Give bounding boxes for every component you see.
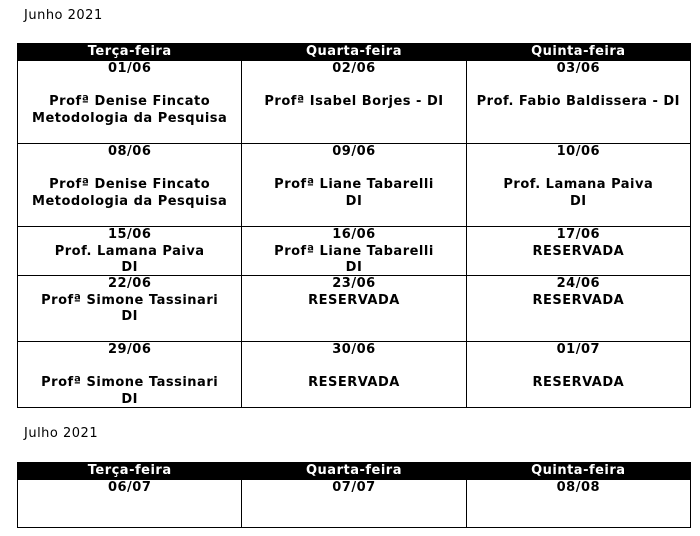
schedule-cell — [466, 276, 690, 342]
cell-date: 01/06 — [107, 61, 152, 76]
table-header-row — [18, 44, 691, 61]
cell-line — [18, 161, 241, 178]
cell-line: DI — [121, 309, 138, 324]
cell-line: Profª Denise Fincato — [49, 94, 211, 109]
schedule-cell — [466, 480, 690, 528]
cell-date: 08/06 — [107, 144, 152, 159]
column-header-tuesday: Terça-feira — [18, 44, 242, 61]
table-row — [18, 342, 691, 408]
cell-line — [242, 78, 465, 95]
cell-line — [467, 359, 690, 376]
cell-line: Profª Denise Fincato — [49, 177, 211, 192]
cell-line: Profª Liane Tabarelli — [274, 243, 434, 259]
schedule-cell — [242, 144, 466, 227]
schedule-table-june — [17, 43, 691, 408]
schedule-cell — [18, 227, 242, 276]
cell-line: Profª Simone Tassinari — [41, 292, 219, 308]
table-row — [18, 144, 691, 227]
cell-date: 07/07 — [332, 480, 376, 495]
cell-line: Profª Simone Tassinari — [41, 375, 219, 390]
schedule-cell — [466, 342, 690, 408]
cell-line: DI — [345, 193, 363, 209]
column-header-thursday: Quinta-feira — [466, 463, 690, 480]
cell-line: Metodologia da Pesquisa — [32, 110, 228, 126]
schedule-cell — [242, 342, 466, 408]
cell-line — [18, 359, 241, 376]
schedule-cell — [242, 227, 466, 276]
cell-line: Prof. Lamana Paiva — [503, 177, 654, 192]
cell-line — [467, 161, 690, 178]
table-row — [18, 227, 691, 276]
table-row — [18, 276, 691, 342]
schedule-cell — [242, 276, 466, 342]
cell-line — [242, 161, 465, 178]
cell-date: 22/06 — [107, 276, 152, 291]
schedule-cell — [18, 480, 242, 528]
table-header-row — [18, 463, 691, 480]
cell-line: Prof. Lamana Paiva — [54, 243, 205, 259]
cell-line: RESERVADA — [308, 375, 400, 390]
cell-date: 15/06 — [107, 227, 152, 242]
cell-date: 24/06 — [556, 276, 601, 291]
cell-line: Profª Isabel Borjes - DI — [264, 94, 444, 109]
cell-line: DI — [121, 391, 138, 407]
cell-line: RESERVADA — [532, 243, 625, 259]
schedule-table-july — [17, 462, 691, 528]
table-row — [18, 61, 691, 144]
cell-date: 10/06 — [556, 144, 601, 159]
column-header-tuesday: Terça-feira — [18, 463, 242, 480]
cell-date: 01/07 — [556, 342, 601, 357]
cell-line: RESERVADA — [308, 292, 400, 308]
cell-line — [18, 78, 241, 95]
month-title-july: Julho 2021 — [24, 426, 99, 441]
cell-date: 16/06 — [332, 227, 376, 242]
cell-date: 30/06 — [332, 342, 376, 357]
month-title-june: Junho 2021 — [24, 8, 103, 23]
cell-line: RESERVADA — [532, 292, 625, 308]
cell-date: 09/06 — [332, 144, 376, 159]
cell-line: Prof. Fabio Baldissera - DI — [476, 94, 680, 109]
cell-line — [467, 78, 690, 95]
column-header-thursday: Quinta-feira — [466, 44, 690, 61]
schedule-cell — [18, 61, 242, 144]
cell-date: 06/07 — [107, 480, 152, 495]
table-row — [18, 480, 691, 528]
schedule-cell — [242, 480, 466, 528]
cell-line — [242, 359, 465, 376]
schedule-cell — [18, 276, 242, 342]
cell-date: 29/06 — [107, 342, 152, 357]
cell-date: 17/06 — [556, 227, 601, 242]
column-header-wednesday: Quarta-feira — [242, 44, 466, 61]
cell-line: DI — [345, 260, 363, 275]
cell-line: DI — [570, 193, 587, 209]
schedule-cell — [466, 61, 690, 144]
cell-line: Metodologia da Pesquisa — [32, 193, 228, 209]
cell-line: Profª Liane Tabarelli — [274, 177, 434, 192]
cell-date: 03/06 — [556, 61, 601, 76]
cell-line: DI — [121, 260, 138, 275]
cell-date: 23/06 — [332, 276, 376, 291]
column-header-wednesday: Quarta-feira — [242, 463, 466, 480]
schedule-cell — [18, 144, 242, 227]
schedule-cell — [242, 61, 466, 144]
schedule-cell — [466, 227, 690, 276]
cell-line: RESERVADA — [532, 375, 625, 390]
schedule-cell — [18, 342, 242, 408]
cell-date: 08/08 — [556, 480, 601, 495]
cell-date: 02/06 — [332, 61, 376, 76]
schedule-cell — [466, 144, 690, 227]
